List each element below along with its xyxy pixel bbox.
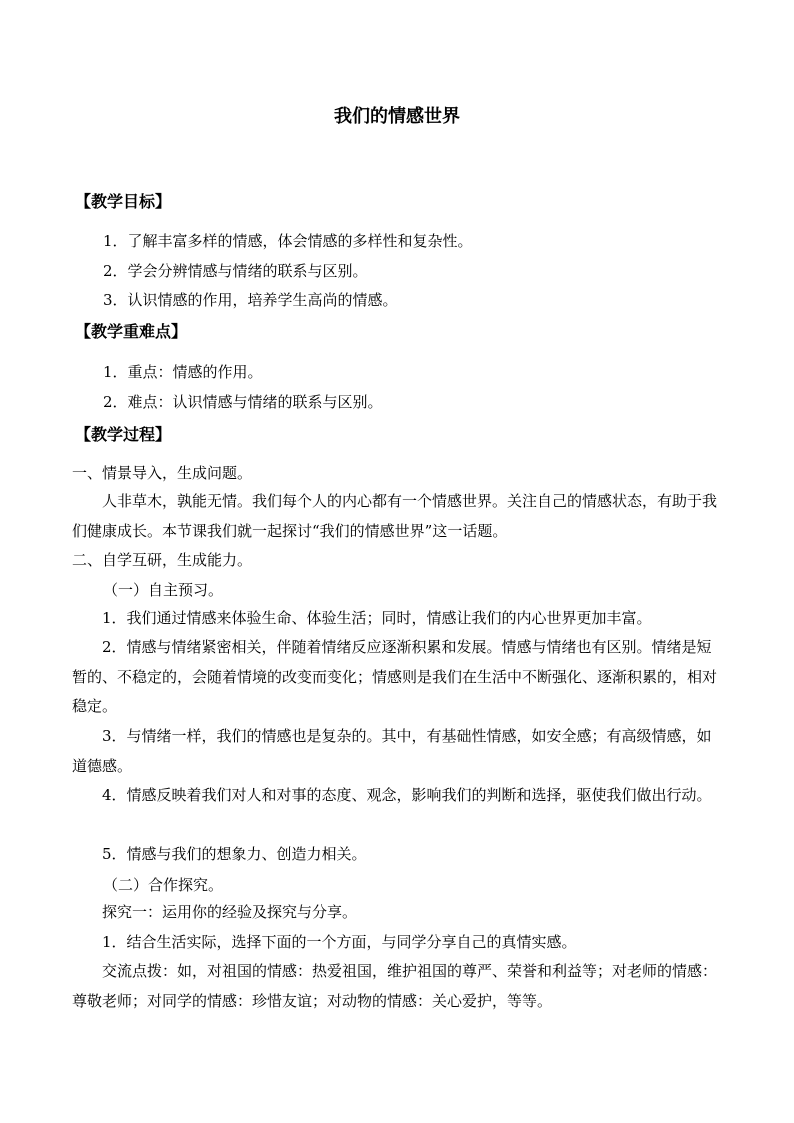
page-title: 我们的情感世界 [334, 106, 460, 127]
part2-title: 二、自学互研，生成能力。 [72, 551, 253, 569]
sub1-item-3: 3．与情绪一样，我们的情感也是复杂的。其中，有基础性情感，如安全感；有高级情感，如道德感。 [72, 727, 712, 775]
discussion-paragraph: 交流点拨：如，对祖国的情感：热爱祖国，维护祖国的尊严、荣誉和利益等；对老师的情感：尊敬老师；对同学的情感：珍惜友谊；对动物的情感：关心爱护，等等。 [72, 962, 718, 1010]
sub1-title: （一）自主预习。 [103, 581, 224, 599]
key-point-item-1: 1．重点：情感的作用。 [103, 363, 263, 381]
goal-item-1: 1．了解丰富多样的情感，体会情感的多样性和复杂性。 [103, 232, 473, 250]
sub1-item-1: 1．我们通过情感来体验生命、体验生活；同时，情感让我们的内心世界更加丰富。 [102, 609, 652, 627]
goal-item-3: 3．认识情感的作用，培养学生高尚的情感。 [103, 291, 398, 309]
explore1-title: 探究一：运用你的经验及探究与分享。 [102, 903, 358, 921]
part1-paragraph: 人非草木，孰能无情。我们每个人的内心都有一个情感世界。关注自己的情感状态，有助于我们健康成长。本节课我们就一起探讨“我们的情感世界”这一话题。 [72, 492, 718, 540]
heading-teaching-goals: 【教学目标】 [75, 192, 172, 211]
sub2-title: （二）合作探究。 [103, 876, 224, 894]
heading-key-points: 【教学重难点】 [75, 322, 188, 341]
heading-teaching-process: 【教学过程】 [75, 425, 172, 444]
key-point-item-2: 2．难点：认识情感与情绪的联系与区别。 [103, 393, 383, 411]
part1-title: 一、情景导入，生成问题。 [72, 464, 253, 482]
sub1-item-5: 5．情感与我们的想象力、创造力相关。 [102, 845, 367, 863]
sub1-item-4: 4．情感反映着我们对人和对事的态度、观念，影响我们的判断和选择，驱使我们做出行动。 [102, 786, 712, 804]
goal-item-2: 2．学会分辨情感与情绪的联系与区别。 [103, 262, 368, 280]
sub1-item-2: 2．情感与情绪紧密相关，伴随着情绪反应逐渐积累和发展。情感与情绪也有区别。情绪是短暂的、不稳定的，会随着情境的改变而变化；情感则是我们在生活中不断强化、逐渐积累的，相对稳定。 [72, 638, 718, 715]
explore1-item: 1．结合生活实际，选择下面的一个方面，与同学分享自己的真情实感。 [102, 933, 577, 951]
